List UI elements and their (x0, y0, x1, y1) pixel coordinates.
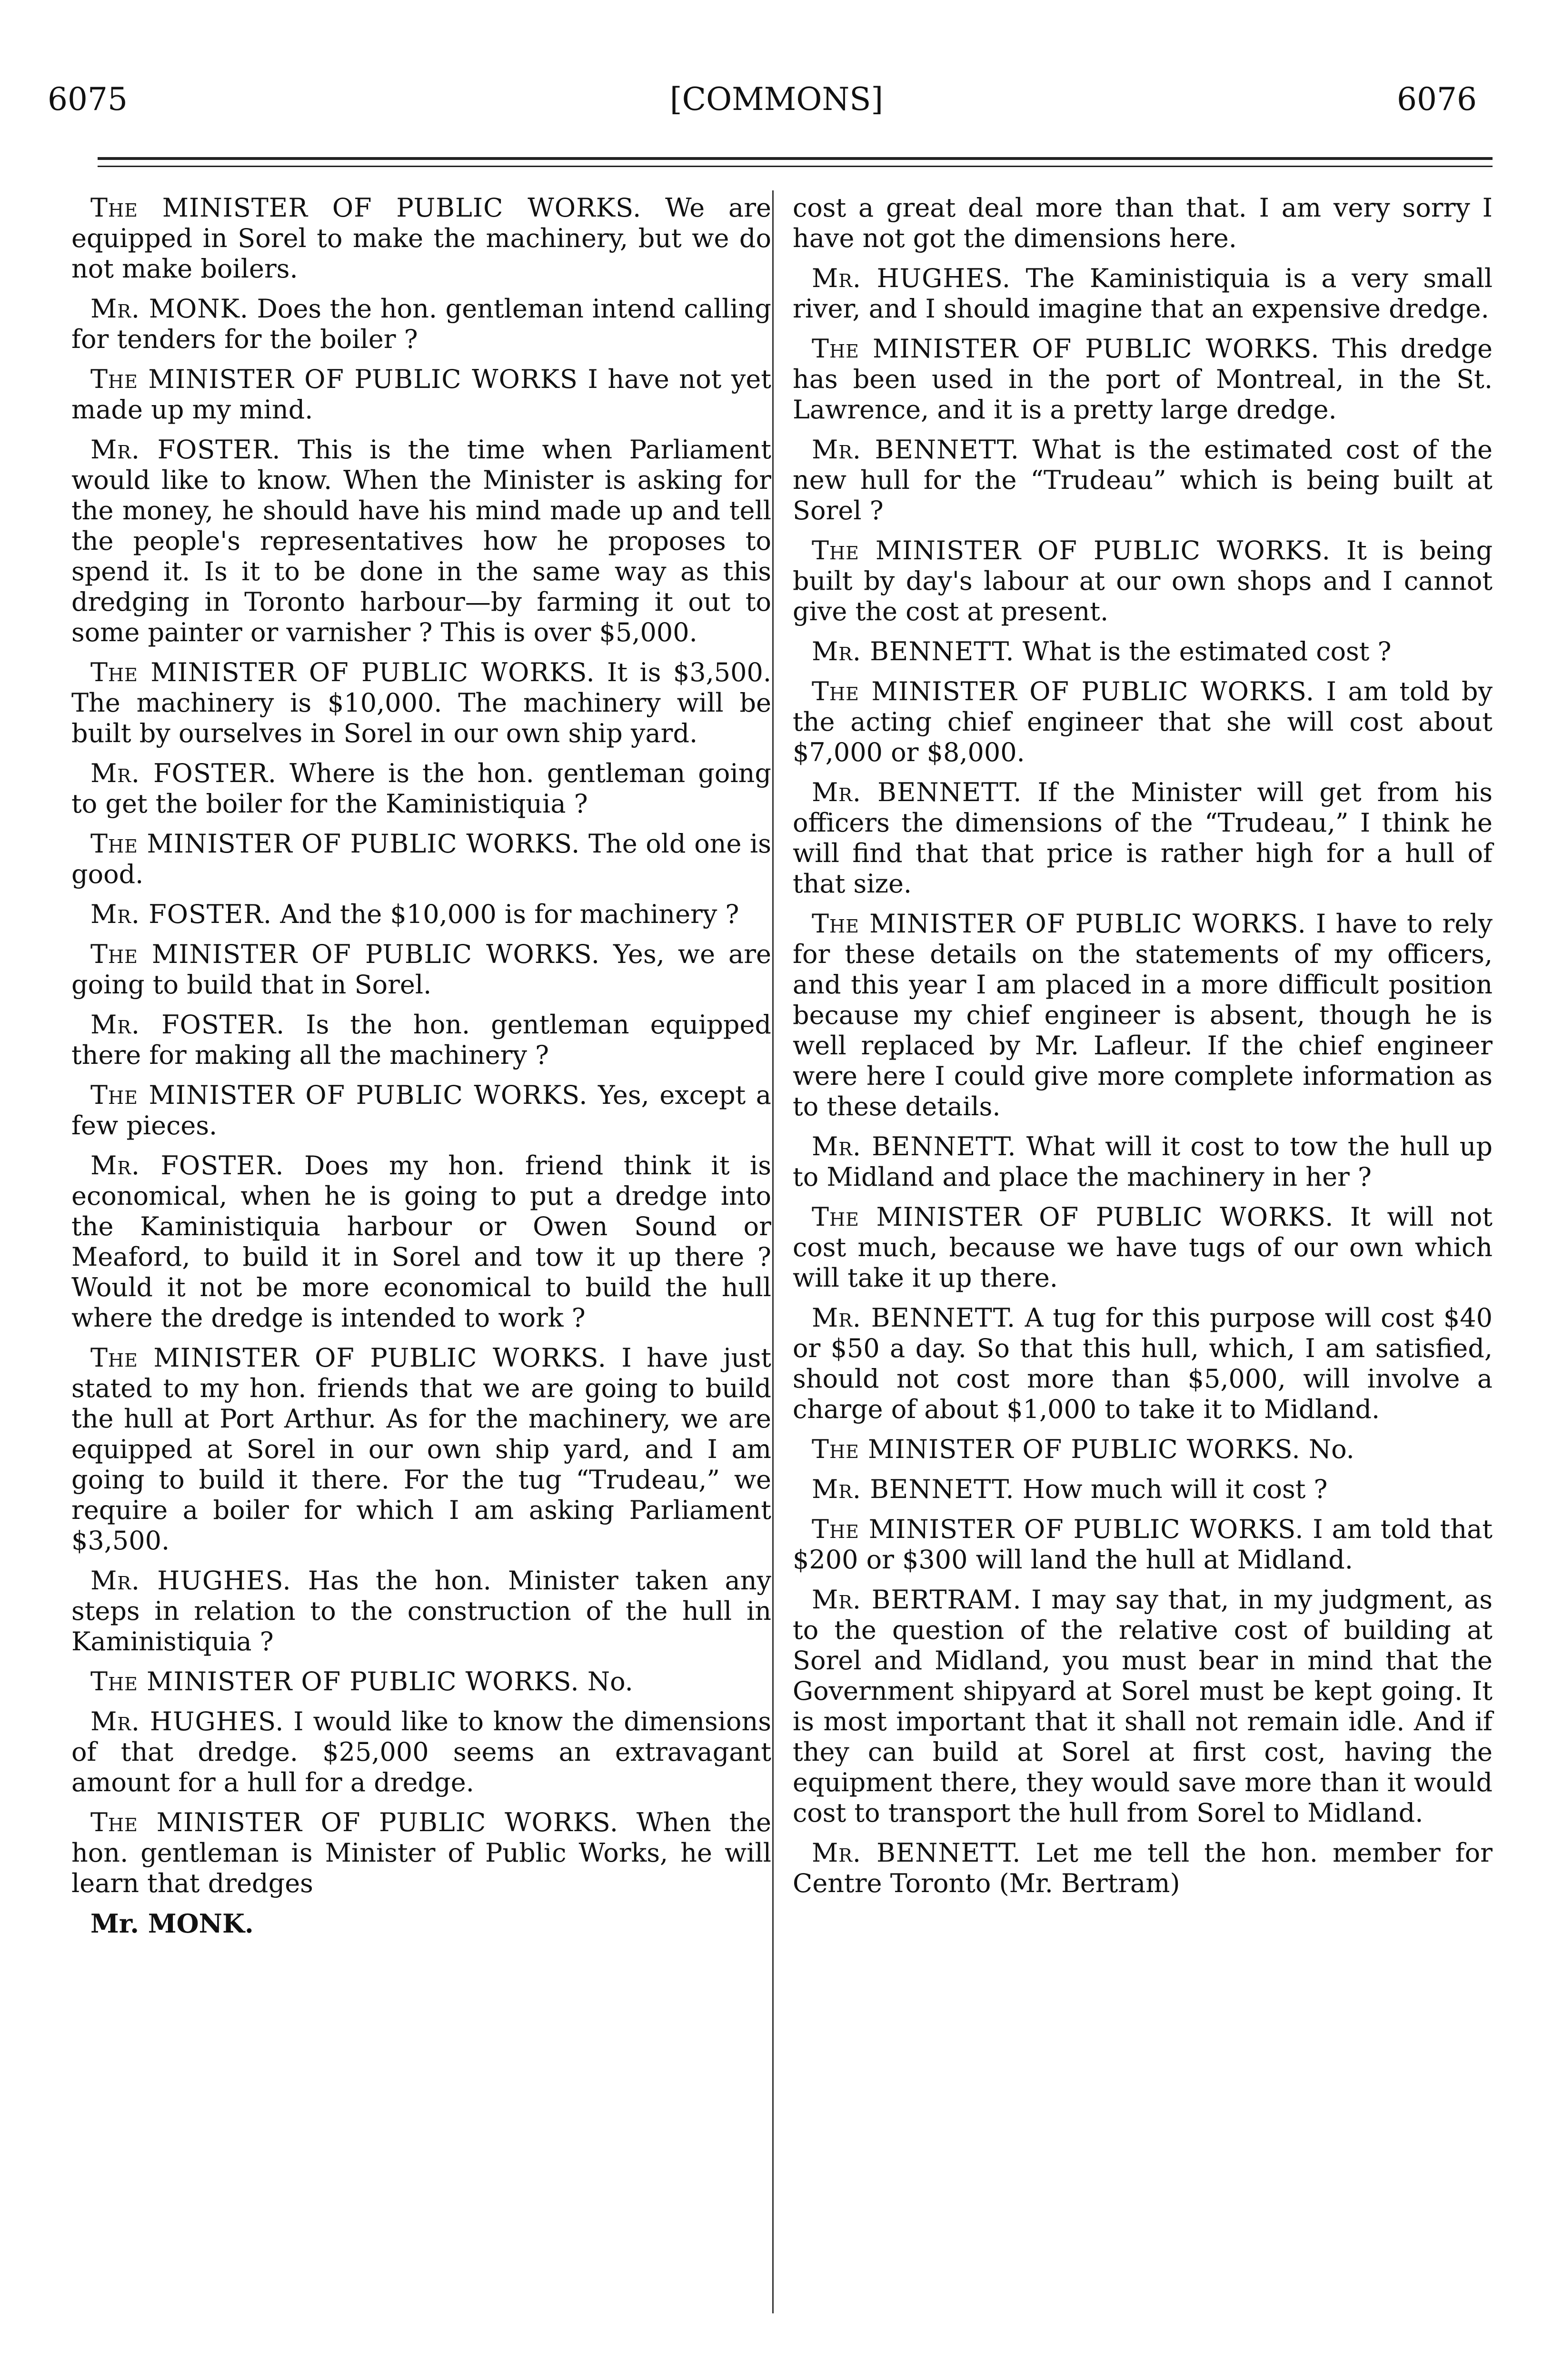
speech-text: Is the hon. gentleman equipped there for making all the machinery ? (71, 1010, 771, 1070)
speech-paragraph (793, 777, 1493, 899)
speaker-name: Mr. HUGHES. (812, 263, 1011, 293)
speech-text: If the Minister will get from his officers the dimensions of the “Trudeau,” I think he will find that that price is rather high for a hull of that size. (793, 777, 1493, 899)
speech-paragraph (793, 1514, 1493, 1575)
speaker-name: Mr. BENNETT. (812, 1131, 1016, 1161)
speaker-name: Mr. BENNETT. (812, 777, 1022, 807)
speaker-name: Mr. BERTRAM. (812, 1585, 1022, 1615)
speaker-name: The MINISTER OF PUBLIC WORKS. (90, 1666, 579, 1696)
speaker-name: The MINISTER OF PUBLIC WORKS. (812, 1434, 1301, 1464)
speech-text: Has the hon. Minister taken any steps in relation to the construction of the hull in Kaministiquia ? (71, 1566, 771, 1656)
speech-paragraph (71, 193, 771, 284)
speech-paragraph (793, 334, 1493, 425)
speaker-name: The MINISTER OF PUBLIC WORKS. (90, 657, 595, 687)
page-number-left: 6075 (48, 81, 128, 118)
speech-paragraph (71, 758, 771, 819)
speech-text: The old one is good. (71, 829, 772, 889)
page-header (0, 71, 1553, 133)
speaker-name: Mr. HUGHES. (90, 1566, 291, 1596)
speech-paragraph (71, 1566, 771, 1657)
speech-paragraph (71, 1807, 771, 1899)
speech-text: This is the time when Parliament would like to know. When the Minister is asking for the money, he should have his mind made up and tell the people's representatives how he proposes to spend it. Is it to be done in the same way as this dredging in Toronto harbour—by farming it out to some painter or varnisher ? This is over $5,000. (71, 435, 771, 647)
speaker-name: The MINISTER OF PUBLIC WORKS. (812, 536, 1331, 565)
speech-text: I am told that $200 or $300 will land the hull at Midland. (793, 1514, 1493, 1575)
speech-paragraph (793, 193, 1493, 254)
speech-paragraph (71, 364, 771, 425)
speech-text: I may say that, in my judgment, as to the question of the relative cost of building at Sorel and Midland, you must bear in mind that the Government shipyard at Sorel must be kept going. It is most important that it shall not remain idle. And if they can build at Sorel at first cost, having the equipment there, they would save more than it would cost to transport the hull from Sorel to Midland. (793, 1585, 1493, 1828)
speaker-name: The MINISTER OF PUBLIC WORKS. (812, 1202, 1334, 1232)
speech-paragraph (71, 1150, 771, 1333)
speech-text: No. (1308, 1434, 1354, 1464)
speaker-name: Mr. BENNETT. (812, 1303, 1015, 1333)
speaker-name: Mr. BENNETT. (812, 435, 1019, 465)
speech-paragraph (71, 1343, 771, 1556)
speech-paragraph (793, 536, 1493, 627)
speaker-name: Mr. FOSTER. (90, 435, 281, 465)
speech-paragraph (793, 1202, 1493, 1293)
speech-paragraph (71, 294, 771, 355)
speech-paragraph (793, 1434, 1493, 1465)
right-column (793, 193, 1493, 1908)
speech-text: What is the estimated cost of the new hull for the “Trudeau” which is being built at Sorel ? (793, 435, 1493, 526)
speech-text: Yes, we are going to build that in Sorel. (71, 939, 772, 1000)
speaker-name: Mr. MONK. (90, 294, 249, 324)
speech-paragraph (793, 1131, 1493, 1192)
column-divider (772, 190, 774, 2313)
speaker-name: Mr. FOSTER. (90, 758, 277, 788)
speech-paragraph (793, 435, 1493, 526)
speech-paragraph (793, 676, 1493, 768)
speaker-name: The MINISTER OF PUBLIC WORKS. (812, 676, 1315, 706)
speech-text: Does my hon. friend think it is economical, when he is going to put a dredge into the Kaministiquia harbour or Owen Sound or Meaford, to build it in Sorel and tow it up there ? Would it not be more economical to build the hull where the dredge is intended to work ? (71, 1150, 772, 1333)
speaker-name: Mr. FOSTER. (90, 1010, 285, 1040)
speech-text: I have not yet made up my mind. (71, 364, 771, 425)
header-rule-thin (98, 166, 1493, 167)
speech-text: No. (587, 1666, 633, 1696)
speech-text: I would like to know the dimensions of that dredge. $25,000 seems an extravagant amount for a hull for a dredge. (71, 1706, 772, 1797)
speech-paragraph (793, 1474, 1493, 1505)
speech-paragraph (793, 1838, 1493, 1899)
speech-text: We are equipped in Sorel to make the machinery, but we do not make boilers. (71, 193, 772, 284)
speech-text: I have just stated to my hon. friends that we are going to build the hull at Port Arthur. As for the machinery, we are equipped at Sorel in our own ship yard, and I am going to build it there. For the tug “Trudeau,” we require a boiler for which I am asking Parliament $3,500. (71, 1343, 771, 1556)
page-footer-catchword: Mr. MONK. (90, 1908, 254, 1939)
speaker-name: Mr. HUGHES. (90, 1706, 284, 1736)
speaker-name: The MINISTER OF PUBLIC WORKS. (90, 939, 600, 969)
speech-text: When the hon. gentleman is Minister of Public Works, he will learn that dredges (71, 1807, 771, 1898)
speech-paragraph (71, 435, 771, 648)
speech-text: This dredge has been used in the port of Montreal, in the St. Lawrence, and it is a pretty large dredge. (793, 334, 1493, 425)
speaker-name: Mr. BENNETT. (812, 636, 1015, 666)
speech-paragraph (793, 1303, 1493, 1425)
speech-paragraph (71, 899, 771, 930)
speaker-name: Mr. FOSTER. (90, 899, 272, 929)
speech-text: It is being built by day's labour at our own shops and I cannot give the cost at present. (793, 536, 1493, 626)
speech-paragraph (71, 1666, 771, 1697)
speech-text: Does the hon. gentleman intend calling for tenders for the boiler ? (71, 294, 771, 354)
speaker-name: The MINISTER OF PUBLIC WORKS. (90, 1807, 619, 1837)
speech-text: I have to rely for these details on the statements of my officers, and this year I am placed in a more difficult position because my chief engineer is absent, though he is well replaced by Mr. Lafleur. If the chief engineer were here I could give more complete information as to these details. (793, 909, 1493, 1121)
speaker-name: Mr. BENNETT. (812, 1838, 1021, 1868)
speech-paragraph (71, 829, 771, 890)
speech-text: The Kaministiquia is a very small river, and I should imagine that an expensive dredge. (793, 263, 1493, 324)
speech-text: A tug for this purpose will cost $40 or $50 a day. So that this hull, which, I am satisfied, should not cost more than $5,000, will involve a charge of about $1,000 to take it to Midland. (793, 1303, 1493, 1424)
speaker-name: The MINISTER OF PUBLIC WORKS. (90, 193, 642, 223)
speech-text: Where is the hon. gentleman going to get the boiler for the Kaministiquia ? (71, 758, 771, 819)
speech-text: What is the estimated cost ? (1022, 636, 1392, 666)
speech-text: What will it cost to tow the hull up to Midland and place the machinery in her ? (793, 1131, 1493, 1192)
speech-paragraph (71, 1706, 771, 1798)
speech-text: How much will it cost ? (1022, 1474, 1328, 1504)
page-number-right: 6076 (1397, 81, 1477, 118)
speaker-name: The MINISTER OF PUBLIC WORKS. (812, 909, 1306, 939)
header-rule (98, 157, 1493, 160)
speech-paragraph (71, 939, 771, 1000)
speaker-name: The MINISTER OF PUBLIC WORKS. (812, 334, 1320, 364)
speaker-name: Mr. FOSTER. (90, 1150, 284, 1180)
speech-text: I am told by the acting chief engineer that she will cost about $7,000 or $8,000. (793, 676, 1493, 767)
speaker-name: The MINISTER OF PUBLIC WORKS. (90, 829, 580, 859)
speech-paragraph (793, 1585, 1493, 1828)
speech-paragraph (793, 263, 1493, 324)
speech-paragraph (71, 1010, 771, 1071)
speech-paragraph (71, 657, 771, 749)
running-head: [COMMONS] (669, 81, 884, 118)
speaker-name: The MINISTER OF PUBLIC WORKS (90, 364, 578, 394)
speech-paragraph (71, 1080, 771, 1141)
speech-paragraph (793, 636, 1493, 667)
left-column (71, 193, 771, 1939)
speech-text: Yes, except a few pieces. (71, 1080, 771, 1140)
speaker-name: The MINISTER OF PUBLIC WORKS. (90, 1343, 607, 1373)
speech-text: And the $10,000 is for machinery ? (280, 899, 739, 929)
speech-text: cost a great deal more than that. I am very sorry I have not got the dimensions here. (793, 193, 1493, 253)
speech-text: It is $3,500. The machinery is $10,000. The machinery will be built by ourselves in Sorel in our own ship yard. (71, 657, 771, 748)
speaker-name: Mr. BENNETT. (812, 1474, 1015, 1504)
speech-paragraph (793, 909, 1493, 1122)
speech-text: Let me tell the hon. member for Centre Toronto (Mr. Bertram) (793, 1838, 1493, 1898)
speech-text: It will not cost much, because we have tugs of our own which will take it up there. (793, 1202, 1493, 1293)
speaker-name: The MINISTER OF PUBLIC WORKS. (90, 1080, 588, 1110)
speaker-name: The MINISTER OF PUBLIC WORKS. (812, 1514, 1304, 1544)
